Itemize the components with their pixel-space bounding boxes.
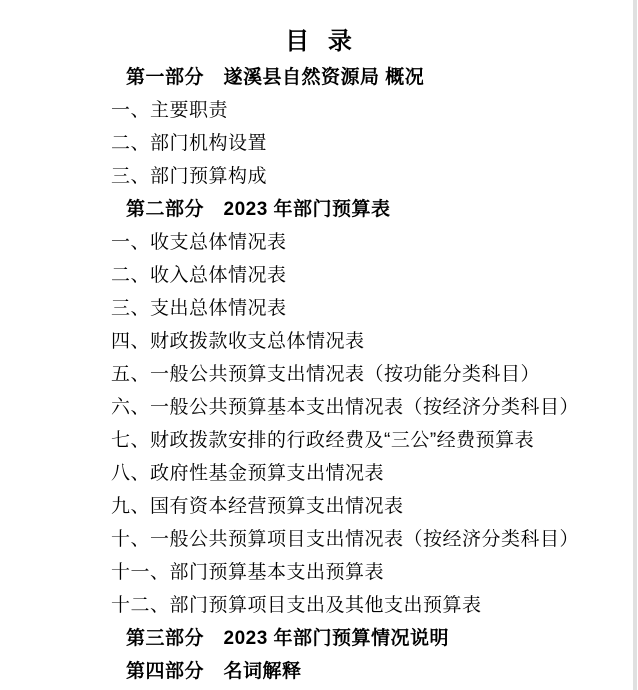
- toc-item: 二、收入总体情况表: [111, 265, 287, 286]
- page-title: 目 录: [285, 28, 353, 55]
- toc-list: [0, 61, 638, 688]
- toc-item: 七、财政拨款安排的行政经费及“三公”经费预算表: [111, 430, 535, 451]
- toc-part-heading: 第三部分 2023 年部门预算情况说明: [126, 628, 450, 649]
- page-right-edge: [633, 0, 637, 690]
- toc-item: 二、部门机构设置: [111, 133, 268, 154]
- toc-item: 十、一般公共预算项目支出情况表（按经济分类科目）: [111, 529, 580, 550]
- toc-part-heading: 第四部分 名词解释: [126, 661, 302, 682]
- toc-item: 十一、部门预算基本支出预算表: [111, 562, 385, 583]
- toc-item: 三、支出总体情况表: [111, 298, 287, 319]
- toc-part-heading: 第一部分 遂溪县自然资源局 概况: [126, 67, 425, 88]
- toc-item: 十二、部门预算项目支出及其他支出预算表: [111, 595, 482, 616]
- toc-item: 六、一般公共预算基本支出情况表（按经济分类科目）: [111, 397, 580, 418]
- toc-item: 一、主要职责: [111, 100, 229, 121]
- toc-part-heading: 第二部分 2023 年部门预算表: [126, 199, 391, 220]
- toc-item: 九、国有资本经营预算支出情况表: [111, 496, 404, 517]
- toc-item: 八、政府性基金预算支出情况表: [111, 463, 385, 484]
- toc-item: 四、财政拨款收支总体情况表: [111, 331, 365, 352]
- toc-item: 五、一般公共预算支出情况表（按功能分类科目）: [111, 364, 541, 385]
- toc-item: 一、收支总体情况表: [111, 232, 287, 253]
- toc-item: 三、部门预算构成: [111, 166, 268, 187]
